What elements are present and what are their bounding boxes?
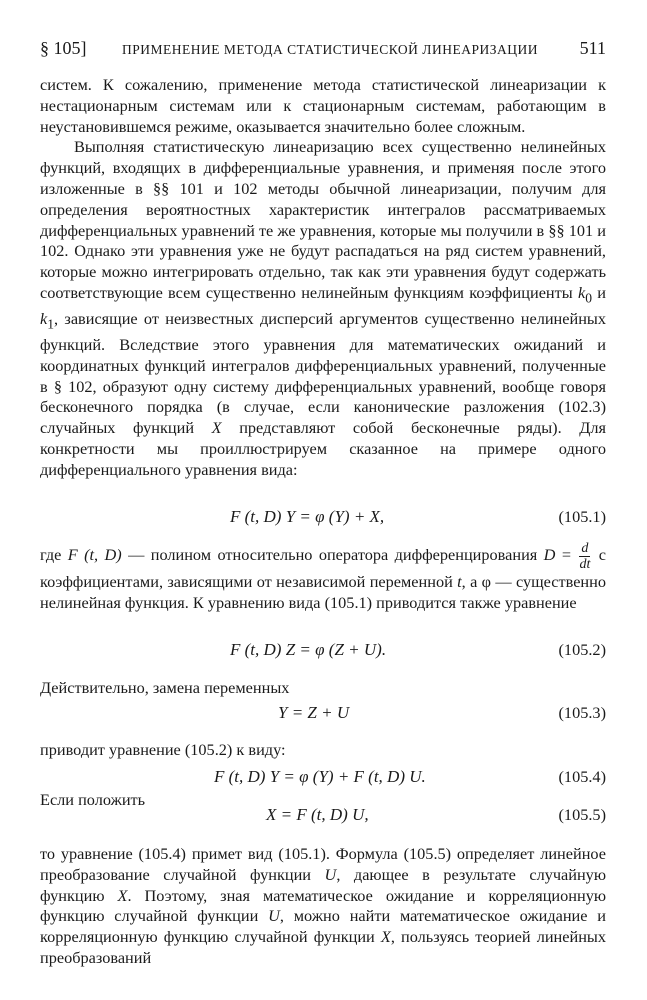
x-symbol: X (117, 885, 128, 905)
paragraph-7-part-a: то уравнение (105.4) примет вид (105.1). Формула (105.5) определяет линейное преобразование случайной функции (40, 844, 606, 884)
equation-expression: F (t, D) Z = φ (Z + U). (230, 640, 387, 659)
running-header (40, 38, 606, 64)
body-block-6 (40, 844, 606, 969)
equation-number: (105.1) (558, 507, 606, 526)
paragraph-7 (40, 844, 606, 969)
conjunction: и (592, 282, 606, 302)
equation-number: (105.4) (558, 767, 606, 786)
equation-105-5 (40, 805, 606, 829)
k1-symbol: k (40, 309, 48, 329)
equation-105-4 (40, 767, 606, 791)
equation-number: (105.3) (558, 703, 606, 722)
fraction-denominator: dt (579, 557, 591, 572)
paragraph-7-part-c: . Поэтому, зная математическое ожидание и корреляционную функцию случайной функции (40, 885, 606, 926)
body-block-4 (40, 740, 606, 761)
x-symbol: X (211, 418, 222, 438)
paragraph-6: Если положить (40, 790, 146, 809)
operator-polynomial: F (t, D) (67, 545, 122, 565)
paragraph-3 (40, 541, 606, 614)
equation-expression: F (t, D) Y = φ (Y) + F (t, D) U. (214, 767, 426, 786)
paragraph-5: приводит уравнение (105.2) к виду: (40, 740, 286, 759)
k1-subscript: 1 (47, 316, 55, 332)
k0-subscript: 0 (585, 290, 592, 306)
equation-105-3 (40, 703, 606, 727)
equation-expression: Y = Z + U (278, 703, 350, 722)
paragraph-3-part-d: , а φ — существенно нелинейная функция. К уравнению вида (105.1) приводится также уравнение (40, 572, 606, 612)
equation-number: (105.5) (558, 805, 606, 824)
x-symbol: X (380, 927, 391, 947)
equals-sign: = (555, 545, 578, 565)
paragraph-1: систем. К сожалению, применение метода статистической линеаризации к нестационарным системам или к стационарным системам, работающим в неустановившемся режиме, оказывается значительно более сложным. (40, 75, 606, 136)
paragraph-2-part-b: , зависящие от неизвестных дисперсий аргументов существенно нелинейных функций. Вследствие этого уравнения для математических ожиданий и координатных функций интегралов дифференциальных уравнений, полученные в § 102, образуют одну систему дифференциальных уравнений, вообще говоря бесконечного порядка (в случае, если канонические разложения (102.3) случайных функций (40, 309, 606, 438)
derivative-fraction (579, 541, 590, 572)
paragraph-2 (40, 137, 606, 480)
paragraph-3-part-a: где (40, 545, 68, 565)
body-block-2 (40, 541, 606, 614)
u-symbol: U (268, 906, 280, 926)
equation-105-1 (40, 507, 606, 531)
fraction-numerator: d (581, 541, 589, 556)
paragraph-7-part-d: , можно найти математическое ожидание и корреляционную функцию случайной функции (40, 906, 606, 947)
k0-symbol: k (577, 282, 586, 302)
paragraph-2-part-a: Выполняя статистическую линеаризацию всех существенно нелинейных функций, входящих в дифференциальные уравнения, и применяя после этого изложенные в §§ 101 и 102 методы обычной линеаризации, получим для определения вероятностных характеристик интегралов рассматриваемых дифференциальных уравнений те же уравнения, которые мы получили в §§ 101 и 102. Однако эти уравнения уже не будут распадаться на ряд систем уравнений, которые можно интегрировать отдельно, так как эти уравнения будут содержать соответствующие всем существенно нелинейным функциям коэффициенты (40, 137, 606, 302)
header-section: § 105] (40, 38, 87, 58)
page-number: 511 (579, 38, 606, 58)
equation-expression: X = F (t, D) U, (266, 805, 369, 824)
header-title: ПРИМЕНЕНИЕ МЕТОДА СТАТИСТИЧЕСКОЙ ЛИНЕАРИЗАЦИИ (122, 42, 538, 57)
u-symbol: U (324, 864, 337, 884)
paragraph-7-part-e: , пользуясь теорией линейных преобразований (40, 927, 606, 967)
paragraph-2-part-c: представляют собой бесконечные ряды). Для конкретности мы проиллюстрируем сказанное на примере одного дифференциального уравнения вида: (40, 418, 606, 479)
t-symbol: t (457, 572, 462, 591)
equation-105-2 (40, 640, 606, 664)
paragraph-3-part-c: с коэффициентами, зависящими от независимой переменной (40, 545, 607, 591)
body-block-1 (40, 75, 606, 481)
paragraph-7-part-b: , дающее в результате случайную функцию (40, 864, 606, 905)
paragraph-4: Действительно, замена переменных (40, 678, 290, 697)
paragraph-3-part-b: — полином относительно оператора дифференцирования (121, 545, 544, 565)
equation-number: (105.2) (558, 640, 606, 659)
body-block-3 (40, 678, 606, 699)
equation-expression: F (t, D) Y = φ (Y) + X, (230, 507, 385, 526)
d-operator: D (543, 545, 556, 565)
